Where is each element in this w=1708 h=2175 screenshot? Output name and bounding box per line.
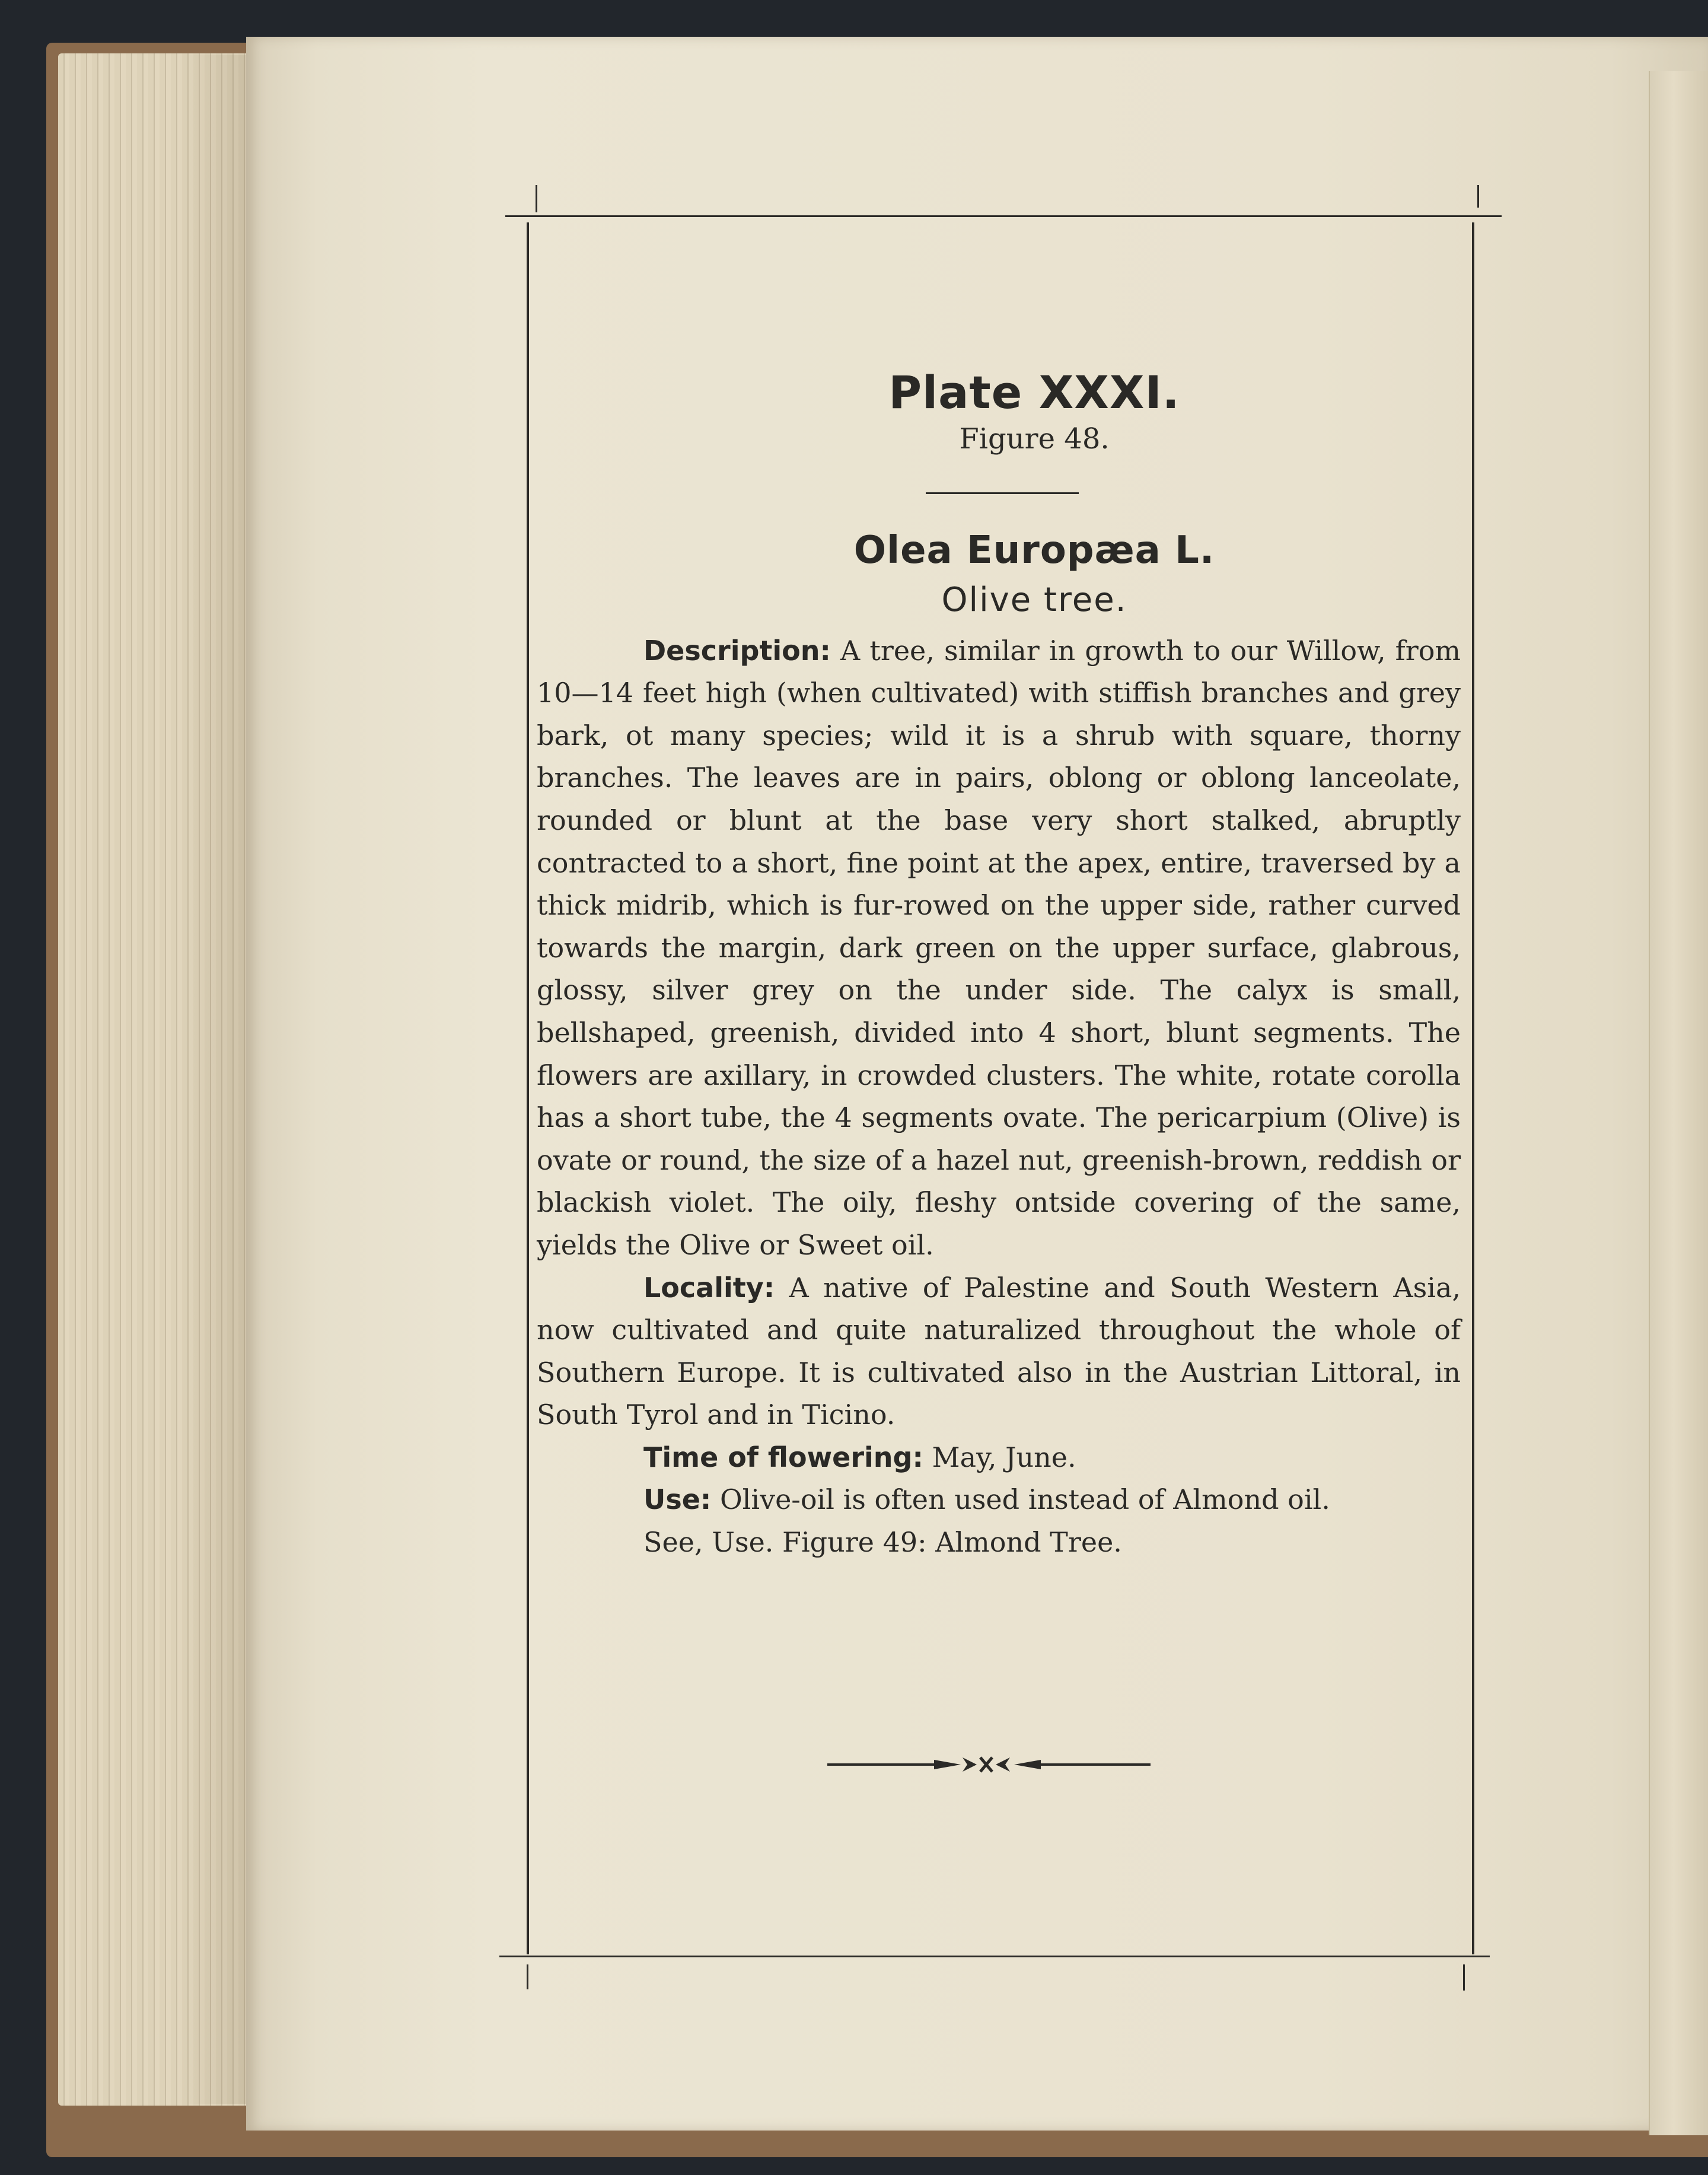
use-label: Use: <box>643 1483 712 1516</box>
description-text: A tree, similar in growth to our Willow, from 10—14 feet high (when cultivated) with stiffish branches and grey bark, ot many species; wild it is a shrub with square, thorny branches. The leaves are in pairs, oblong or oblong lanceolate, rounded or blunt at the base very short stalked, abruptly contracted to a short, fine point at the apex, entire, traversed by a thick midrib, which is fur-rowed on the upper side, rather curved towards the margin, dark green on the upper surface, glabrous, glossy, silver grey on the under side. The calyx is small, bellshaped, greenish, divided into 4 short, blunt segments. The flowers are axillary, in crowded clusters. The white, rotate corolla has a short tube, the 4 segments ovate. The pericarpium (Olive) is ovate or round, the size of a hazel nut, greenish-brown, reddish or blackish violet. The oily, fleshy ontside covering of the same, yields the Olive or Sweet oil. <box>537 634 1461 1261</box>
frame-right-rule <box>1472 222 1474 1954</box>
description-label: Description: <box>643 634 831 667</box>
flowering-text: May, June. <box>932 1441 1076 1473</box>
frame-tick-top-right <box>1477 185 1479 208</box>
ornament-divider-icon <box>827 1753 1153 1776</box>
species-common-name: Olive tree. <box>941 580 1127 619</box>
locality-text: A native of Palestine and South Western Asia, now cultivated and quite naturalized throughout the whole of Southern Europe. It is cultivated also in the Austrian Littoral, in South Tyrol and in Ticino. <box>537 1271 1461 1431</box>
plate-title: Plate XXXI. <box>888 366 1180 419</box>
frame-tick-top-left <box>536 185 537 212</box>
see-also-line: See, Use. Figure 49: Almond Tree. <box>643 1526 1122 1559</box>
next-page-edge <box>1649 71 1708 2135</box>
use-line <box>537 1479 1461 1521</box>
frame-bottom-rule <box>499 1956 1490 1957</box>
frame-top-rule <box>505 215 1502 217</box>
figure-number: Figure 48. <box>959 422 1110 456</box>
frame-tick-bottom-right <box>1463 1964 1465 1991</box>
plate-text <box>537 368 1461 1564</box>
title-divider <box>926 492 1079 494</box>
flowering-label: Time of flowering: <box>643 1441 923 1473</box>
use-text: Olive-oil is often used instead of Almond oil. <box>719 1483 1330 1516</box>
species-latin-name: Olea Europæa L. <box>853 528 1215 572</box>
flowering-line <box>537 1437 1461 1479</box>
frame-left-rule <box>527 222 529 1954</box>
locality-paragraph <box>537 1267 1461 1437</box>
description-paragraph <box>537 630 1461 1267</box>
locality-label: Locality: <box>643 1271 775 1304</box>
frame-tick-bottom-left <box>527 1964 528 1989</box>
